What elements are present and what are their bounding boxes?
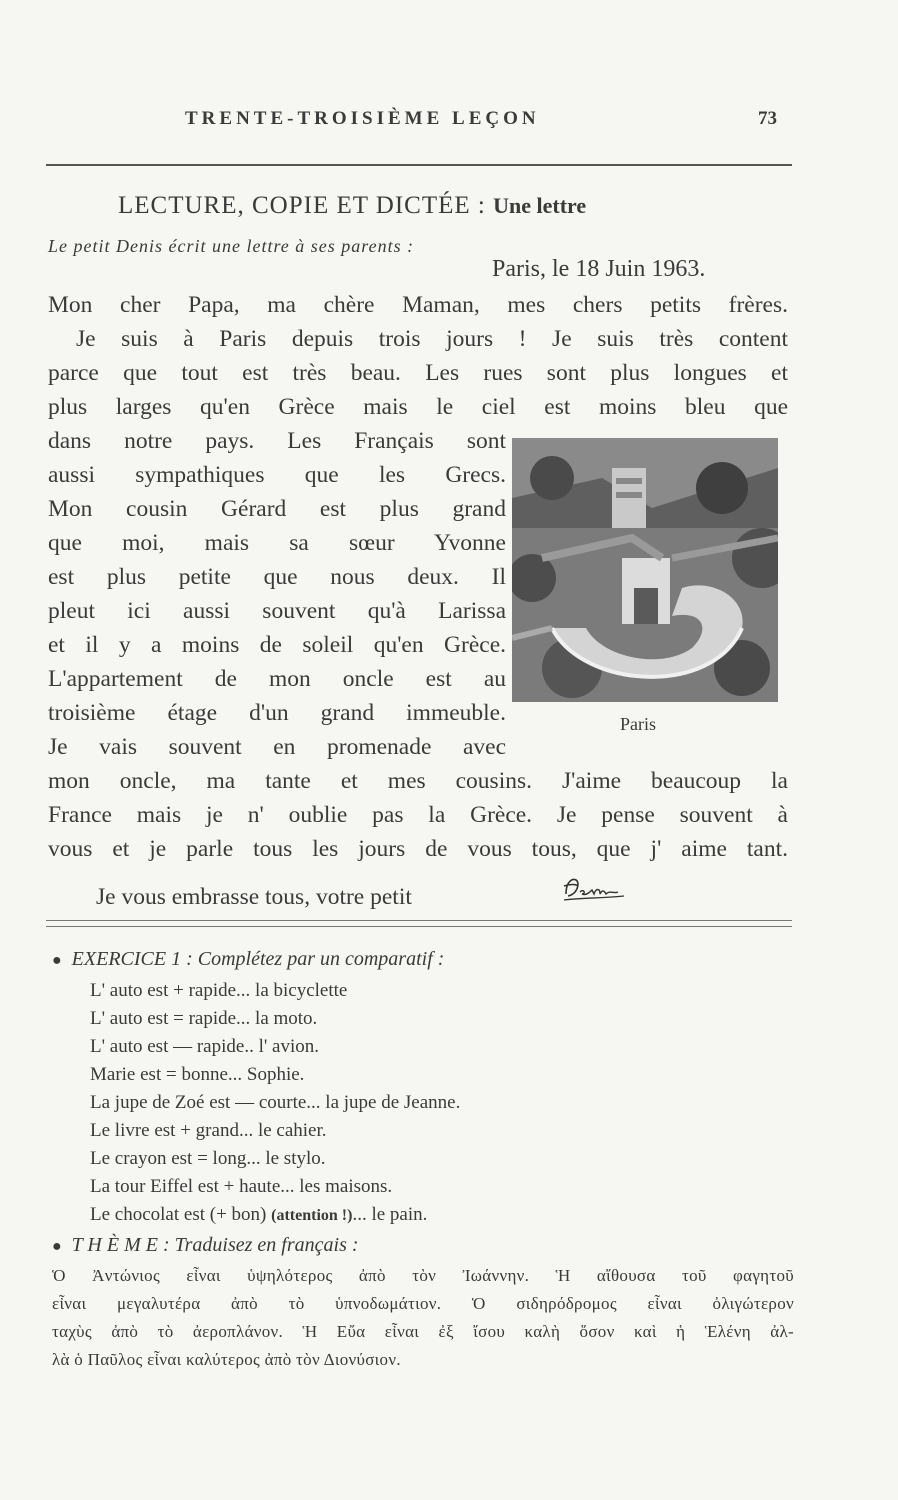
section-intro: Le petit Denis écrit une lettre à ses parents : bbox=[48, 236, 415, 256]
exercise-item: La jupe de Zoé est — courte... la jupe de Jeanne. bbox=[90, 1092, 461, 1113]
exercise-item: Le livre est + grand... le cahier. bbox=[90, 1120, 327, 1141]
letter-line: pleut ici aussi souvent qu'à Larissa bbox=[48, 598, 506, 624]
letter-line: Je vais souvent en promenade avec bbox=[48, 734, 506, 760]
section-title bbox=[118, 192, 586, 220]
exercise-item-last bbox=[90, 1204, 427, 1226]
exercise-item: Le crayon est = long... le stylo. bbox=[90, 1148, 326, 1169]
letter-line: plus larges qu'en Grèce mais le ciel est moins bleu que bbox=[48, 394, 788, 420]
exercise-item: L' auto est = rapide... la moto. bbox=[90, 1008, 318, 1029]
letter-line: Mon cher Papa, ma chère Maman, mes chers petits frères. bbox=[48, 292, 788, 318]
letter-line: L'appartement de mon oncle est au bbox=[48, 666, 506, 692]
section-divider-top bbox=[46, 920, 792, 921]
exercise-item-text: Le chocolat est (+ bon) bbox=[90, 1204, 267, 1225]
letter-line: troisième étage d'un grand immeuble. bbox=[48, 700, 506, 726]
paris-aerial-photo bbox=[512, 438, 778, 702]
exercise-bullet: ● bbox=[52, 952, 62, 969]
theme-heading-text: T H È M E : Traduisez en français : bbox=[71, 1234, 359, 1256]
exercise-item-end: ... le pain. bbox=[352, 1204, 428, 1225]
theme-bullet: ● bbox=[52, 1238, 62, 1255]
exercise-item: L' auto est + rapide... la bicyclette bbox=[90, 980, 348, 1001]
running-header-title: TRENTE-TROISIÈME LEÇON bbox=[185, 108, 540, 129]
handwritten-signature bbox=[560, 872, 630, 912]
letter-line: et il y a moins de soleil qu'en Grèce. bbox=[48, 632, 506, 658]
letter-line: mon oncle, ma tante et mes cousins. J'aime beaucoup la bbox=[48, 768, 788, 794]
theme-line: εἶναι μεγαλυτέρα ἀπὸ τὸ ὑπνοδωμάτιον. Ὁ σιδηρόδρομος εἶναι ὀλιγώτερον bbox=[52, 1294, 794, 1313]
theme-line: λὰ ὁ Παῦλος εἶναι καλύτερος ἀπὸ τὸν Διονύσιον. bbox=[52, 1350, 401, 1369]
letter-line: dans notre pays. Les Français sont bbox=[48, 428, 506, 454]
letter-date: Paris, le 18 Juin 1963. bbox=[492, 256, 706, 282]
letter-line: que moi, mais sa sœur Yvonne bbox=[48, 530, 506, 556]
letter-closing: Je vous embrasse tous, votre petit bbox=[96, 884, 412, 910]
section-title-text: LECTURE, COPIE ET DICTÉE : bbox=[118, 192, 486, 219]
exercise-item-note: (attention !) bbox=[271, 1207, 353, 1224]
exercise-item: La tour Eiffel est + haute... les maisons. bbox=[90, 1176, 393, 1197]
letter-line: vous et je parle tous les jours de vous tous, que j' aime tant. bbox=[48, 836, 788, 862]
letter-line: aussi sympathiques que les Grecs. bbox=[48, 462, 506, 488]
letter-line: est plus petite que nous deux. Il bbox=[48, 564, 506, 590]
theme-line: Ὁ Ἀντώνιος εἶναι ὑψηλότερος ἀπὸ τὸν Ἰωάννην. Ἡ αἴθουσα τοῦ φαγητοῦ bbox=[52, 1266, 794, 1285]
section-divider-bottom bbox=[46, 926, 792, 927]
exercise-heading-text: EXERCICE 1 : Complétez par un comparatif : bbox=[71, 948, 445, 970]
letter-line: France mais je n' oublie pas la Grèce. Je pense souvent à bbox=[48, 802, 788, 828]
page-number: 73 bbox=[758, 108, 777, 129]
theme-line: ταχὺς ἀπὸ τὸ ἀεροπλάνον. Ἡ Εὔα εἶναι ἐξ ἴσου καλὴ ὅσον καὶ ἡ Ἑλένη ἀλ- bbox=[52, 1322, 794, 1341]
exercise-heading bbox=[52, 948, 444, 971]
photo-caption: Paris bbox=[620, 714, 656, 734]
section-subtitle: Une lettre bbox=[493, 193, 587, 218]
exercise-item: Marie est = bonne... Sophie. bbox=[90, 1064, 305, 1085]
letter-line: Je suis à Paris depuis trois jours ! Je suis très content bbox=[76, 326, 788, 352]
header-rule bbox=[46, 164, 792, 166]
theme-heading bbox=[52, 1234, 359, 1257]
letter-line: parce que tout est très beau. Les rues sont plus longues et bbox=[48, 360, 788, 386]
exercise-item: L' auto est — rapide.. l' avion. bbox=[90, 1036, 319, 1057]
letter-line: Mon cousin Gérard est plus grand bbox=[48, 496, 506, 522]
